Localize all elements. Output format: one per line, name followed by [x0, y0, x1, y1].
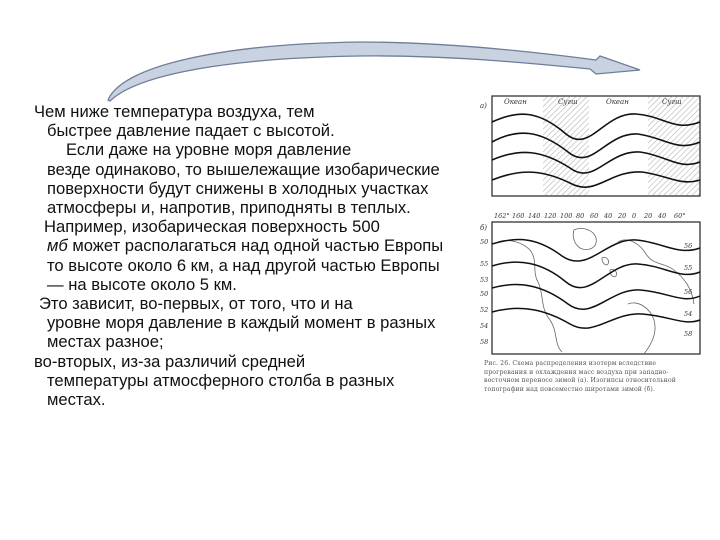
p1-rest: быстрее давление падает с высотой.	[47, 121, 335, 141]
p3-unit: мб	[47, 236, 68, 256]
paragraph-2	[34, 140, 454, 217]
coastlines	[498, 228, 694, 354]
p3-rest-wrap	[34, 236, 454, 294]
left-value: 52	[480, 306, 489, 314]
left-value: 53	[480, 276, 489, 284]
tick-label: 20	[618, 212, 627, 220]
panel-a-col-1: Океан	[504, 98, 527, 106]
left-value: 54	[480, 322, 489, 330]
paragraph-3	[34, 217, 454, 294]
p2-rest: везде одинаково, то вышележащие изобарические поверхности будут снижены в холодных участках атмосферы и, напротив, приподняты в теплых.	[47, 159, 440, 218]
figure-caption: Рис. 26. Схема распределения изотерм вследствие прогревания и охлаждения масс воздуха при западно-восточном переносе зимой (а). Изогипсы относительной топографии над повсеместно широтами зимой (б).	[484, 360, 676, 393]
panel-b-ticks	[494, 212, 686, 220]
left-value: 50	[480, 290, 489, 298]
panel-a-col-3: Океан	[606, 98, 629, 106]
p1-first-line: Чем ниже температура воздуха, тем	[34, 102, 315, 121]
right-value: 55	[684, 264, 693, 272]
paragraph-4	[34, 294, 454, 352]
tick-label: 40	[658, 212, 667, 220]
p2-first-line: Если даже на уровне моря давление	[66, 140, 352, 160]
isohypse-3	[492, 285, 700, 310]
tick-label: 100	[560, 212, 573, 220]
isohypses	[492, 240, 700, 329]
left-value: 58	[480, 338, 489, 346]
right-value: 56	[684, 242, 693, 250]
panel-a-diagram	[478, 92, 704, 202]
tick-label: 0	[632, 212, 637, 220]
right-value: 54	[684, 310, 693, 318]
tick-label: 140	[528, 212, 541, 220]
coast-greenland	[573, 228, 596, 249]
coast-north-america	[498, 240, 562, 352]
panel-a-col-4: Сугш	[662, 98, 682, 106]
left-values	[480, 238, 488, 346]
left-value: 55	[480, 260, 489, 268]
tick-label: 20	[644, 212, 653, 220]
tick-label: 160	[512, 212, 525, 220]
panel-b-label: б)	[480, 224, 488, 232]
paragraph-1	[34, 102, 454, 140]
p4-rest: уровне моря давление в каждый момент в разных местах разное;	[47, 313, 436, 352]
p4-first-line: Это зависит, во-первых, от того, что и на	[39, 294, 353, 314]
p3-first-line: Например, изобарическая поверхность 500	[44, 217, 380, 237]
p3-rest: может располагаться над одной частью Европы то высоте около 6 км, а над другой частью Европы — на высоте около 5 км.	[47, 236, 444, 294]
main-text	[34, 102, 454, 409]
isohypse-4	[492, 308, 700, 328]
panel-a-label: а)	[480, 102, 487, 110]
tick-label: 40	[604, 212, 613, 220]
panel-a-col-2: Сугш	[558, 98, 578, 106]
coast-africa	[628, 303, 655, 354]
right-value: 56	[684, 288, 693, 296]
figure	[478, 92, 704, 358]
tick-label: 162°	[494, 212, 510, 220]
right-values	[684, 242, 692, 338]
tick-label: 80	[576, 212, 585, 220]
p5-rest: температуры атмосферного столба в разных местах.	[47, 370, 395, 410]
tick-label: 120	[544, 212, 557, 220]
left-value: 50	[480, 238, 489, 246]
paragraph-5	[34, 352, 454, 410]
panel-b-map	[478, 208, 704, 358]
tick-label: 60°	[674, 212, 686, 220]
p5-first-line: во-вторых, из-за различий средней	[34, 351, 306, 371]
isohypse-2	[492, 262, 700, 287]
right-value: 58	[684, 330, 693, 338]
tick-label: 60	[590, 212, 599, 220]
